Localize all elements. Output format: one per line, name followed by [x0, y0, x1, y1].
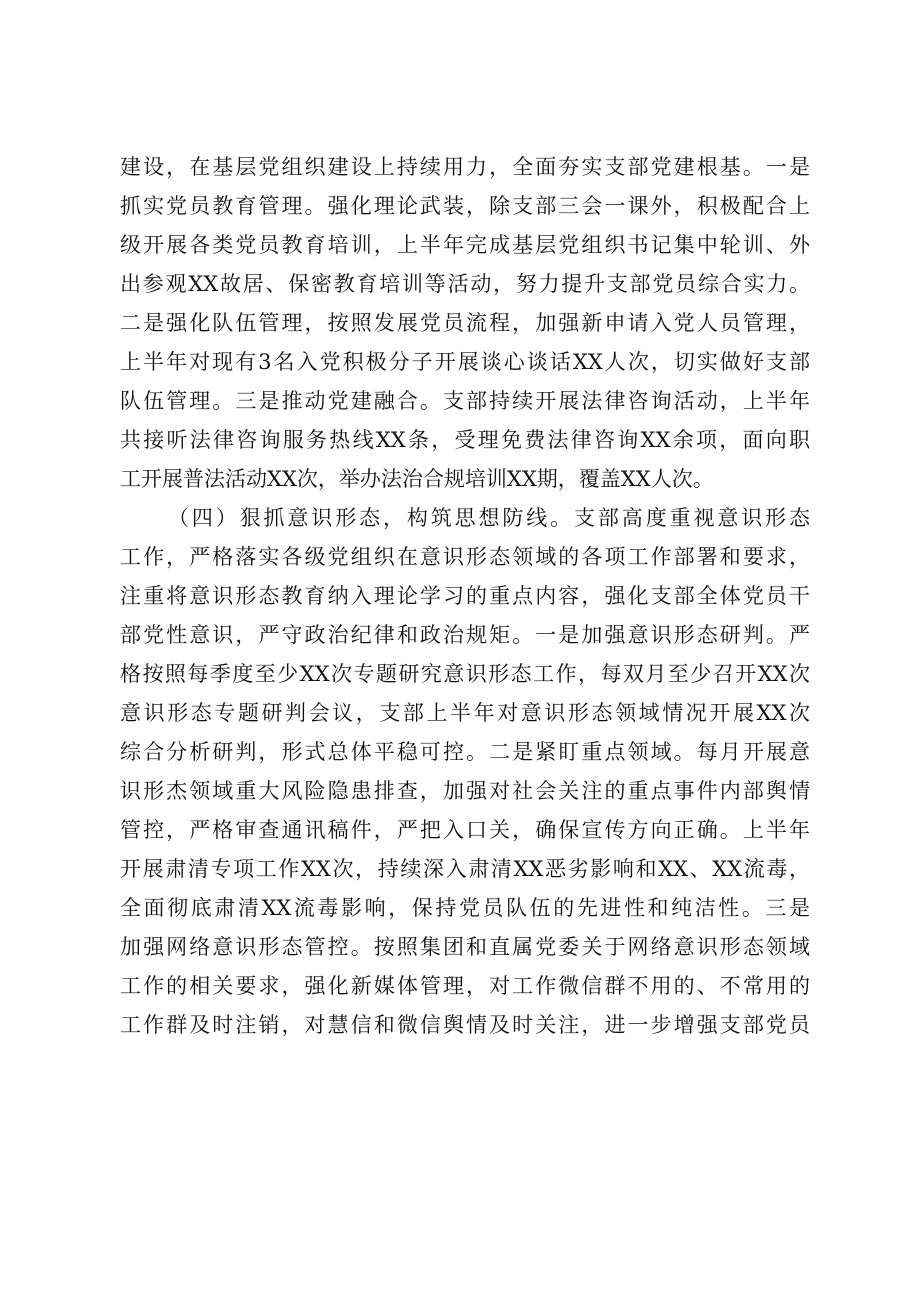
text-line: 抓实党员教育管理。强化理论武装，除支部三会一课外，积极配合上 — [120, 194, 810, 218]
text-line: 加强网络意识形态管控。按照集团和直属党委关于网络意识形态领域 — [120, 935, 810, 959]
document-body — [120, 148, 810, 1045]
text-line: 共接听法律咨询服务热线XX条，受理免费法律咨询XX余项，面向职 — [120, 428, 810, 452]
text-line: 开展肃清专项工作XX次，持续深入肃清XX恶劣影响和XX、XX流毒， — [120, 857, 810, 881]
text-line: 出参观XX故居、保密教育培训等活动，努力提升支部党员综合实力。 — [120, 272, 810, 296]
paragraph-2 — [120, 499, 810, 1045]
text-line: 建设，在基层党组织建设上持续用力，全面夯实支部党建根基。一是 — [120, 155, 810, 179]
text-line: 注重将意识形态教育纳入理论学习的重点内容，强化支部全体党员干 — [120, 584, 810, 608]
text-line: 意识形态专题研判会议，支部上半年对意识形态领域情况开展XX次 — [120, 701, 810, 725]
text-line: 工作群及时注销，对慧信和微信舆情及时关注，进一步增强支部党员 — [120, 1013, 810, 1037]
text-line: 识形杰领域重大风险隐患排查，加强对社会关注的重点事件内部舆情 — [120, 779, 810, 803]
text-line-indented: （四）狠抓意识形态，构筑思想防线。支部高度重视意识形态 — [168, 506, 810, 530]
text-line: 级开展各类党员教育培训，上半年完成基层党组织书记集中轮训、外 — [120, 233, 810, 257]
text-line: 部党性意识，严守政治纪律和政治规矩。一是加强意识形态研判。严 — [120, 623, 810, 647]
text-line: 队伍管理。三是推动党建融合。支部持续开展法律咨询活动，上半年 — [120, 389, 810, 413]
text-line: 工作，严格落实各级党组织在意识形态领域的各项工作部署和要求， — [120, 545, 810, 569]
text-line: 综合分析研判，形式总体平稳可控。二是紧盯重点领域。每月开展意 — [120, 740, 810, 764]
paragraph-1 — [120, 148, 810, 499]
text-line: 二是强化队伍管理，按照发展党员流程，加强新申请入党人员管理， — [120, 311, 810, 335]
text-line: 工开展普法活动XX次，举办法治合规培训XX期，覆盖XX人次。 — [120, 467, 714, 491]
text-line: 格按照每季度至少XX次专题研究意识形态工作，每双月至少召开XX次 — [120, 662, 810, 686]
text-line: 管控，严格审查通讯稿件，严把入口关，确保宣传方向正确。上半年 — [120, 818, 810, 842]
text-line: 上半年对现有3名入党积极分子开展谈心谈话XX人次，切实做好支部 — [120, 350, 810, 374]
text-line: 工作的相关要求，强化新媒体管理，对工作微信群不用的、不常用的 — [120, 974, 810, 998]
text-line: 全面彻底肃清XX流毒影响，保持党员队伍的先进性和纯洁性。三是 — [120, 896, 810, 920]
